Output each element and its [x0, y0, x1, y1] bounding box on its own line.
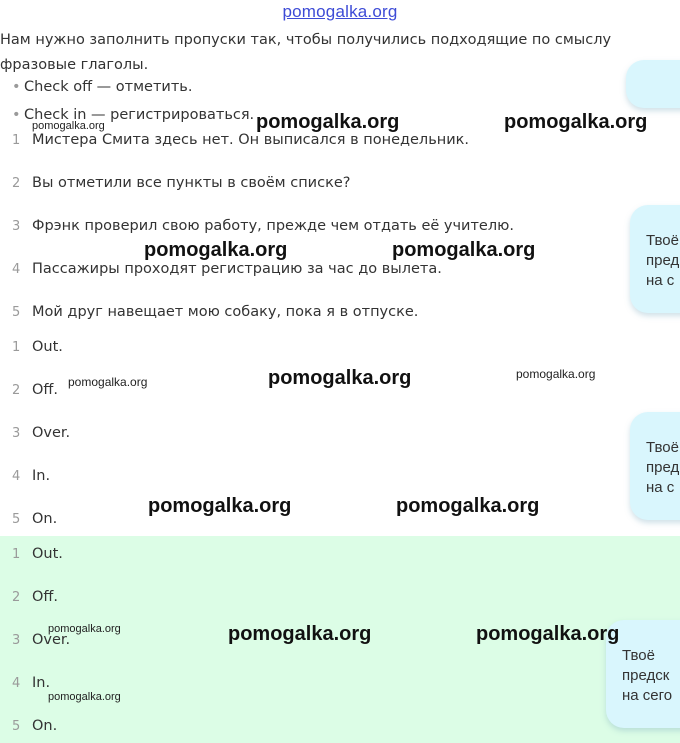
sentence-text: Мой друг навещает мою собаку, пока я в отпуске. [32, 304, 419, 320]
sentence-item [0, 300, 418, 324]
item-number: 3 [12, 633, 21, 648]
answer-item [0, 628, 70, 652]
item-number: 5 [12, 719, 21, 734]
watermark: pomogalka.org [268, 367, 412, 389]
sentence-text: Мистера Смита здесь нет. Он выписался в понедельник. [32, 132, 470, 148]
word-item [0, 464, 50, 488]
bubble-line: предск [622, 667, 670, 684]
item-number: 4 [12, 262, 21, 277]
item-number: 1 [12, 133, 21, 148]
watermark: pomogalka.org [256, 111, 400, 133]
item-number: 3 [12, 426, 21, 441]
hint-list [12, 76, 254, 132]
chat-bubble[interactable] [630, 205, 680, 313]
answer-block [0, 536, 680, 743]
watermark: pomogalka.org [144, 239, 288, 261]
item-number: 4 [12, 676, 21, 691]
watermark: pomogalka.org [504, 111, 648, 133]
watermark: pomogalka.org [48, 691, 121, 703]
watermark: pomogalka.org [392, 239, 536, 261]
answer-item [0, 585, 58, 609]
item-number: 1 [12, 340, 21, 355]
watermark: pomogalka.org [228, 623, 372, 645]
answer-text: Out. [32, 546, 63, 562]
watermark: pomogalka.org [32, 120, 105, 132]
bubble-line: на с [646, 272, 675, 289]
item-number: 1 [12, 547, 21, 562]
watermark: pomogalka.org [48, 623, 121, 635]
sentence-text: Фрэнк проверил свою работу, прежде чем отдать её учителю. [32, 218, 514, 234]
chat-bubble[interactable] [630, 412, 680, 520]
answer-item [0, 671, 50, 695]
bubble-line: Твоё [622, 647, 655, 664]
sentence-item [0, 171, 350, 195]
bubble-line: Твоё [646, 232, 679, 249]
chat-bubble-top-partial[interactable] [626, 60, 680, 108]
bubble-line: на сего [622, 687, 673, 704]
site-logo-link[interactable]: pomogalka.org [282, 2, 398, 21]
hint-item: • Check in — регистрироваться. [12, 107, 255, 123]
sentence-text: Вы отметили все пункты в своём списке? [32, 175, 351, 191]
bubble-line: пред [646, 252, 680, 269]
word-item [0, 335, 63, 359]
answer-text: Over. [32, 632, 71, 648]
word-text: Out. [32, 339, 63, 355]
word-item [0, 507, 57, 531]
chat-bubble[interactable] [606, 620, 680, 728]
hint-item: • Check off — отметить. [12, 79, 193, 95]
sentence-item [0, 257, 442, 281]
bubble-line: на с [646, 479, 675, 496]
item-number: 2 [12, 176, 21, 191]
item-number: 2 [12, 383, 21, 398]
hint-text: Check off — отметить. [24, 79, 193, 95]
hint-text: Check in — регистрироваться. [24, 107, 255, 123]
watermark: pomogalka.org [148, 495, 292, 517]
sentence-item [0, 128, 469, 152]
watermark: pomogalka.org [396, 495, 540, 517]
task-intro: Нам нужно заполнить пропуски так, чтобы получились подходящие по смыслу фразовые глаголы. [0, 32, 612, 73]
item-number: 4 [12, 469, 21, 484]
word-item [0, 421, 70, 445]
item-number: 3 [12, 219, 21, 234]
watermark: pomogalka.org [476, 623, 620, 645]
item-number: 5 [12, 512, 21, 527]
answer-text: In. [32, 675, 51, 691]
item-number: 2 [12, 590, 21, 605]
answer-text: On. [32, 718, 58, 734]
bubble-line: Твоё [646, 439, 679, 456]
sentence-item [0, 214, 514, 238]
watermark: pomogalka.org [68, 375, 148, 389]
site-header [0, 0, 680, 26]
answer-item [0, 714, 57, 738]
answer-item [0, 542, 63, 566]
word-text: Off. [32, 382, 59, 398]
watermark: pomogalka.org [516, 367, 596, 381]
word-text: Over. [32, 425, 71, 441]
word-item [0, 378, 58, 402]
sentence-text: Пассажиры проходят регистрацию за час до вылета. [32, 261, 442, 277]
word-text: On. [32, 511, 58, 527]
item-number: 5 [12, 305, 21, 320]
word-text: In. [32, 468, 51, 484]
bubble-line: пред [646, 459, 680, 476]
answer-text: Off. [32, 589, 59, 605]
